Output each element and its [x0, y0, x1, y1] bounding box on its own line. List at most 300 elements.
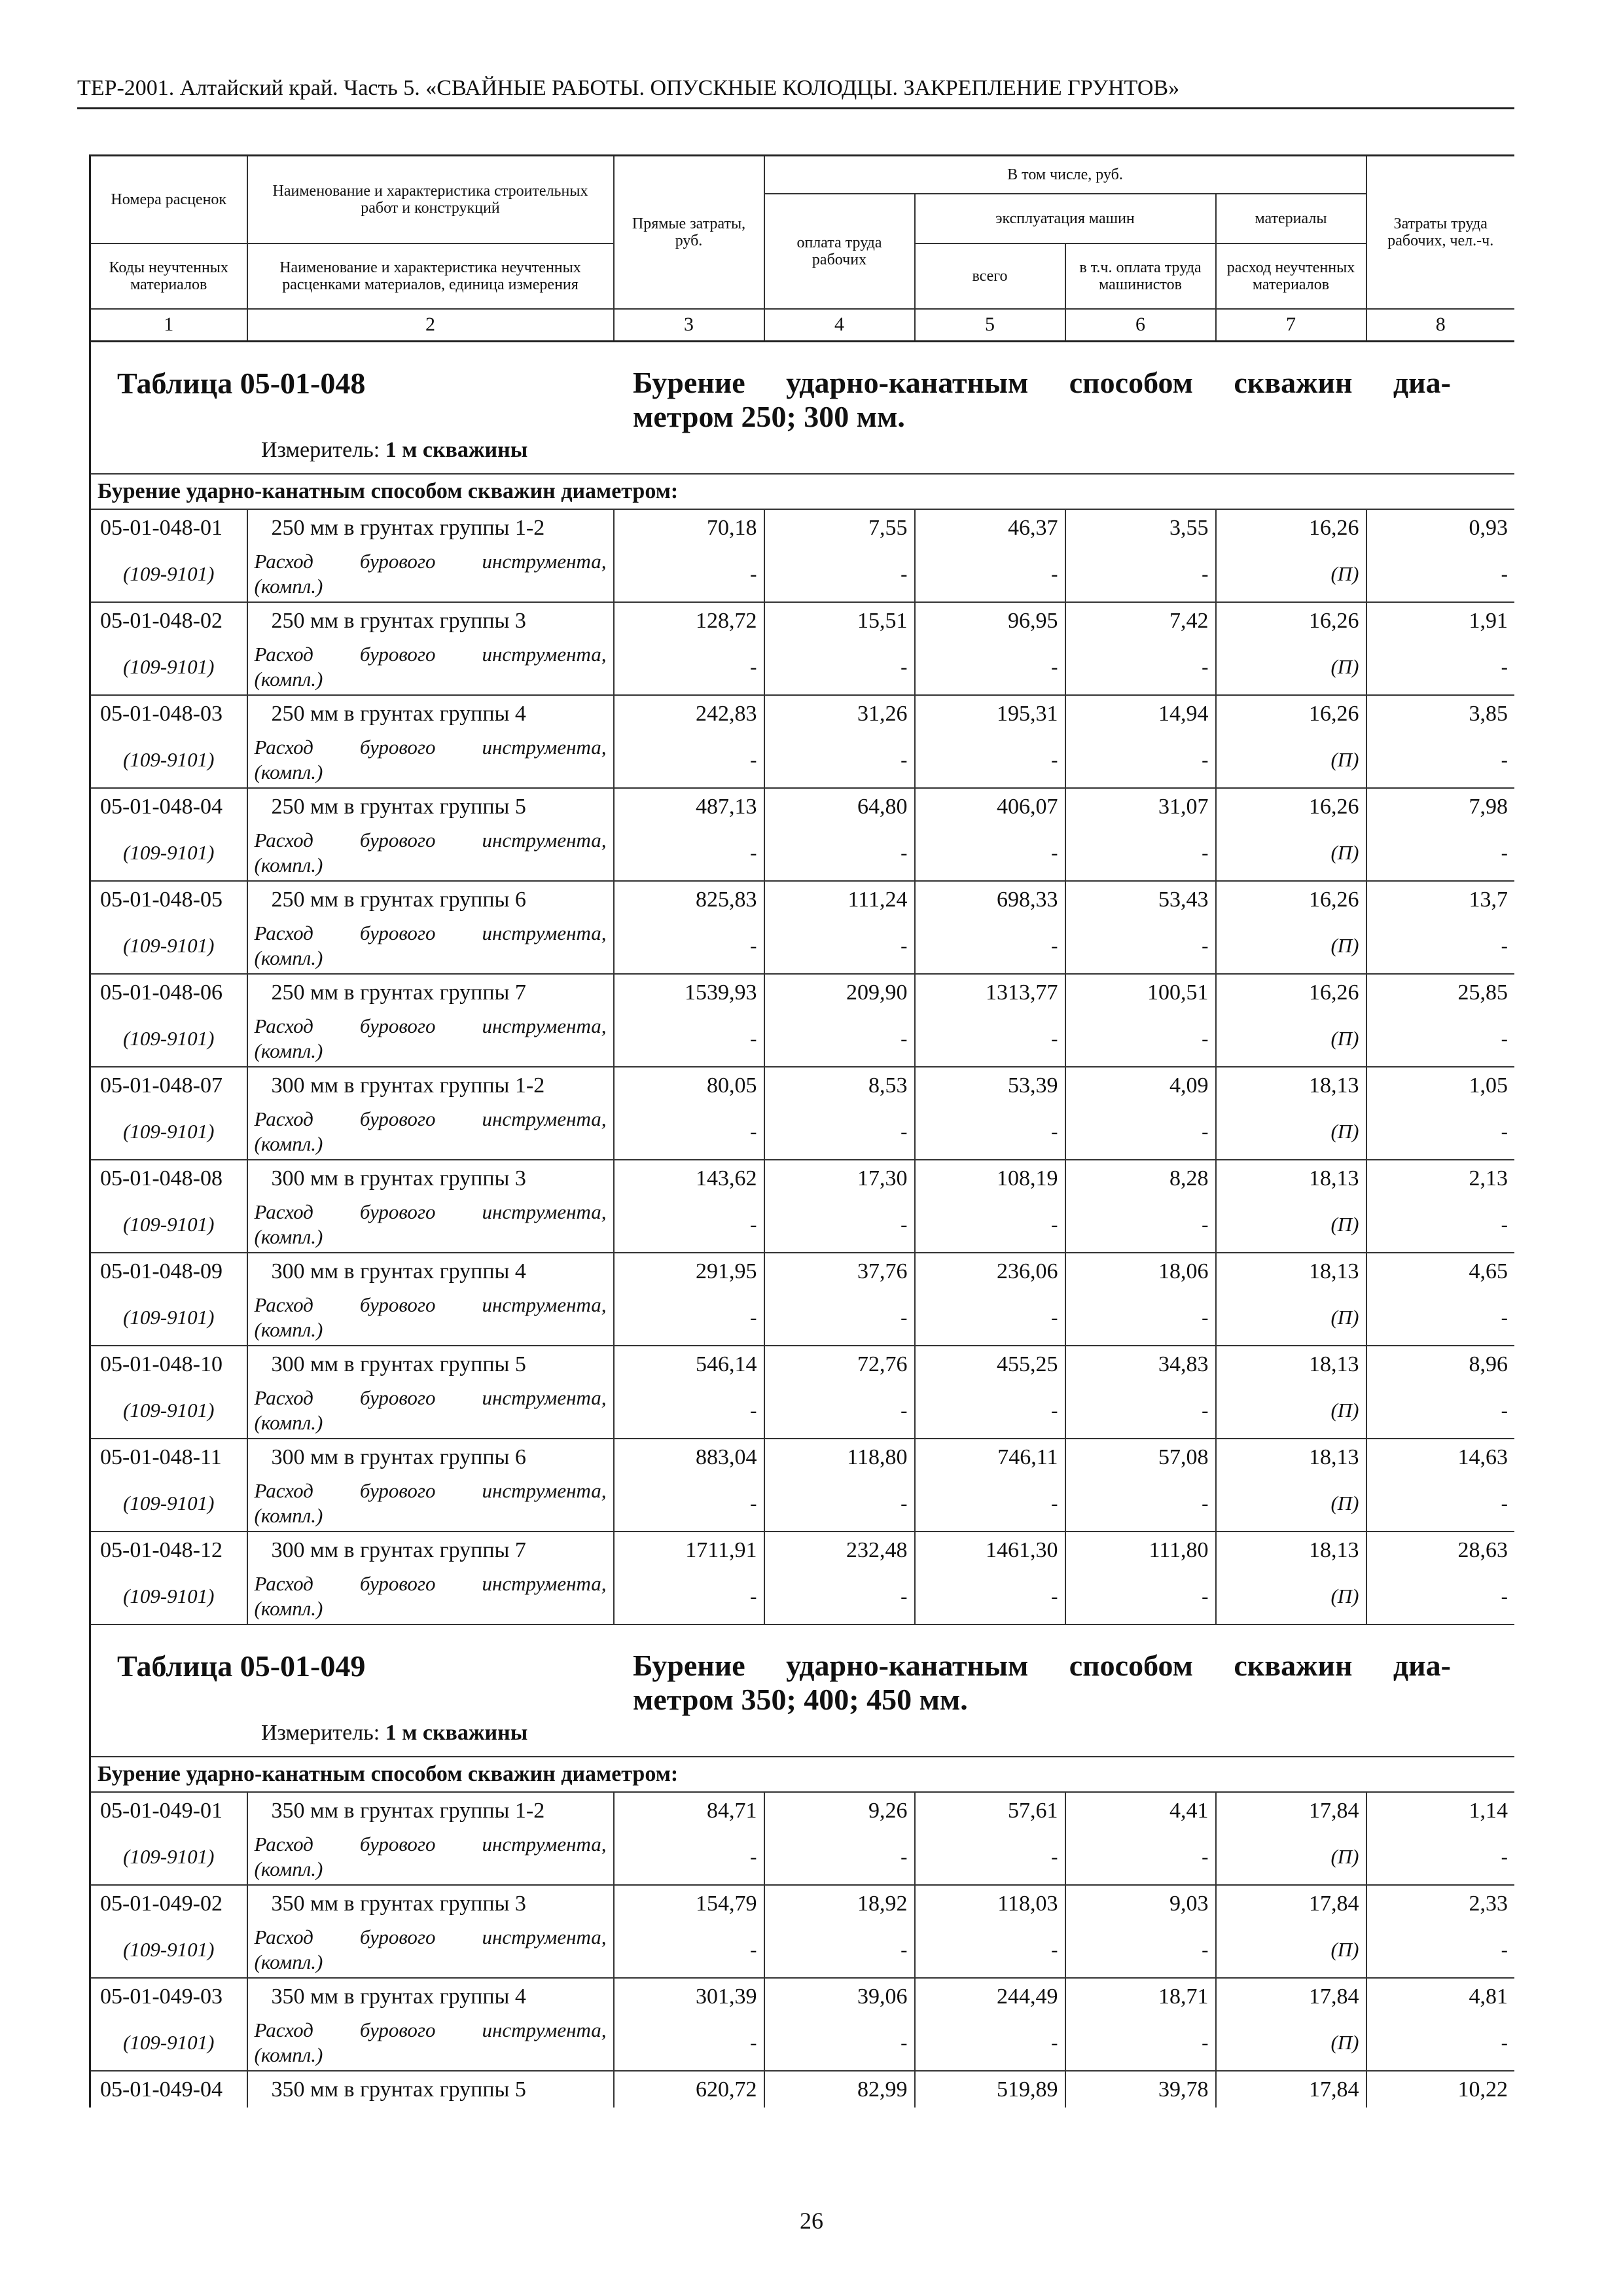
rate-code: 05-01-049-04 [90, 2071, 247, 2108]
dash-value: - [614, 825, 764, 881]
dash-value: - [915, 825, 1065, 881]
material-name [247, 1568, 614, 1624]
dash-value: - [764, 1011, 915, 1067]
dash-value: - [915, 732, 1065, 788]
work-name: 350 мм в грунтах группы 4 [247, 1978, 614, 2015]
work-name: 300 мм в грунтах группы 7 [247, 1532, 614, 1568]
table-row [90, 509, 1515, 546]
dash-value: - [915, 2015, 1065, 2071]
column-number: 5 [915, 309, 1065, 342]
machine-cost: 96,95 [915, 602, 1065, 639]
work-name: 250 мм в грунтах группы 7 [247, 974, 614, 1011]
table-title-block [90, 342, 1515, 475]
labor-cost: 15,51 [764, 602, 915, 639]
direct-cost: 1711,91 [614, 1532, 764, 1568]
dash-value: - [1065, 1568, 1216, 1624]
dash-value: - [1366, 1475, 1515, 1532]
dash-value: - [1366, 1289, 1515, 1346]
material-row [90, 1568, 1515, 1624]
column-number: 3 [614, 309, 764, 342]
labor-hours: 3,85 [1366, 695, 1515, 732]
header-materials-label: материалы [1216, 194, 1366, 243]
measure-value: 1 м скважины [385, 1721, 528, 1745]
direct-cost: 883,04 [614, 1439, 764, 1475]
dash-value: - [1065, 546, 1216, 602]
material-name [247, 2015, 614, 2071]
table-title-box [98, 1625, 1508, 1756]
materials-cost: 16,26 [1216, 788, 1366, 825]
header-col2-bottom: Наименование и характеристика неучтенных расценками материалов, единица измерения [247, 243, 614, 309]
machine-labor-cost: 8,28 [1065, 1160, 1216, 1196]
table-row [90, 974, 1515, 1011]
rate-code: 05-01-048-11 [90, 1439, 247, 1475]
labor-hours: 28,63 [1366, 1532, 1515, 1568]
machine-labor-cost: 39,78 [1065, 2071, 1216, 2108]
table-row [90, 788, 1515, 825]
material-name-line2: (компл.) [254, 667, 323, 691]
dash-value: - [764, 1475, 915, 1532]
labor-hours: 4,65 [1366, 1253, 1515, 1289]
labor-hours: 7,98 [1366, 788, 1515, 825]
table-row [90, 1439, 1515, 1475]
material-row [90, 1475, 1515, 1532]
dash-value: - [1366, 1829, 1515, 1885]
material-name [247, 1289, 614, 1346]
labor-hours: 25,85 [1366, 974, 1515, 1011]
dash-value: - [1065, 825, 1216, 881]
dash-value: - [1065, 1475, 1216, 1532]
dash-value: - [1366, 732, 1515, 788]
direct-cost: 242,83 [614, 695, 764, 732]
material-name-line1: Расход бурового инструмента, [254, 1571, 607, 1595]
dash-value: - [915, 1829, 1065, 1885]
table-row [90, 1792, 1515, 1829]
work-name: 300 мм в грунтах группы 5 [247, 1346, 614, 1382]
material-name-line2: (компл.) [254, 1318, 323, 1341]
dash-value: - [764, 546, 915, 602]
material-name-line1: Расход бурового инструмента, [254, 1386, 607, 1409]
machine-cost: 1461,30 [915, 1532, 1065, 1568]
material-row [90, 546, 1515, 602]
work-name: 250 мм в грунтах группы 1-2 [247, 509, 614, 546]
dash-value: - [614, 1196, 764, 1253]
dash-value: - [614, 1011, 764, 1067]
work-name: 350 мм в грунтах группы 3 [247, 1885, 614, 1922]
dash-value: - [614, 1568, 764, 1624]
material-unit: (П) [1216, 1475, 1366, 1532]
material-name [247, 546, 614, 602]
table-row [90, 1346, 1515, 1382]
dash-value: - [614, 1289, 764, 1346]
column-number: 6 [1065, 309, 1216, 342]
work-name: 300 мм в грунтах группы 3 [247, 1160, 614, 1196]
labor-hours: 14,63 [1366, 1439, 1515, 1475]
machine-cost: 519,89 [915, 2071, 1065, 2108]
labor-cost: 17,30 [764, 1160, 915, 1196]
table-row [90, 1160, 1515, 1196]
material-name-line1: Расход бурового инструмента, [254, 1107, 607, 1130]
table-name-line1: Бурение ударно-канатным способом скважин диа- [633, 1649, 1451, 1682]
material-name-line1: Расход бурового инструмента, [254, 642, 607, 666]
direct-cost: 70,18 [614, 509, 764, 546]
machine-labor-cost: 18,06 [1065, 1253, 1216, 1289]
machine-labor-cost: 111,80 [1065, 1532, 1216, 1568]
materials-cost: 18,13 [1216, 1346, 1366, 1382]
header-group-label: В том числе, руб. [764, 156, 1366, 194]
direct-cost: 154,79 [614, 1885, 764, 1922]
material-code: (109-9101) [90, 732, 247, 788]
dash-value: - [614, 1103, 764, 1160]
rate-code: 05-01-048-10 [90, 1346, 247, 1382]
material-name-line1: Расход бурового инструмента, [254, 1925, 607, 1948]
dash-value: - [1065, 1196, 1216, 1253]
header-col4: оплата труда рабочих [764, 194, 915, 309]
materials-cost: 18,13 [1216, 1160, 1366, 1196]
machine-labor-cost: 31,07 [1065, 788, 1216, 825]
dash-value: - [915, 1922, 1065, 1978]
labor-cost: 64,80 [764, 788, 915, 825]
table-name-line2: метром 250; 300 мм. [633, 400, 905, 433]
material-name-line2: (компл.) [254, 1596, 323, 1620]
direct-cost: 143,62 [614, 1160, 764, 1196]
material-name-line1: Расход бурового инструмента, [254, 735, 607, 759]
material-name-line2: (компл.) [254, 1225, 323, 1248]
dash-value: - [764, 1289, 915, 1346]
dash-value: - [614, 546, 764, 602]
machine-cost: 406,07 [915, 788, 1065, 825]
material-name-line2: (компл.) [254, 1039, 323, 1062]
material-unit: (П) [1216, 1568, 1366, 1624]
material-unit: (П) [1216, 1196, 1366, 1253]
rate-code: 05-01-048-09 [90, 1253, 247, 1289]
header-col2-top: Наименование и характеристика строительных работ и конструкций [247, 156, 614, 243]
rate-code: 05-01-048-05 [90, 881, 247, 918]
table-row [90, 1978, 1515, 2015]
material-code: (109-9101) [90, 546, 247, 602]
dash-value: - [764, 1196, 915, 1253]
machine-cost: 195,31 [915, 695, 1065, 732]
material-name [247, 1196, 614, 1253]
labor-cost: 37,76 [764, 1253, 915, 1289]
dash-value: - [1366, 1922, 1515, 1978]
machine-labor-cost: 4,41 [1065, 1792, 1216, 1829]
labor-hours: 4,81 [1366, 1978, 1515, 2015]
page-header: ТЕР-2001. Алтайский край. Часть 5. «СВАЙНЫЕ РАБОТЫ. ОПУСКНЫЕ КОЛОДЦЫ. ЗАКРЕПЛЕНИЕ ГРУНТОВ» [77, 73, 1514, 109]
table-title-box [98, 342, 1508, 473]
material-code: (109-9101) [90, 1382, 247, 1439]
table-row [90, 1067, 1515, 1103]
header-col8: Затраты труда рабочих, чел.-ч. [1366, 156, 1515, 309]
measure-value: 1 м скважины [385, 438, 528, 462]
machine-cost: 46,37 [915, 509, 1065, 546]
dash-value: - [764, 2015, 915, 2071]
labor-hours: 8,96 [1366, 1346, 1515, 1382]
table-row [90, 1532, 1515, 1568]
work-name: 350 мм в грунтах группы 5 [247, 2071, 614, 2108]
dash-value: - [1366, 825, 1515, 881]
material-row [90, 1196, 1515, 1253]
material-unit: (П) [1216, 825, 1366, 881]
work-name: 300 мм в грунтах группы 1-2 [247, 1067, 614, 1103]
rate-code: 05-01-048-08 [90, 1160, 247, 1196]
machine-cost: 698,33 [915, 881, 1065, 918]
dash-value: - [1366, 546, 1515, 602]
material-name [247, 1922, 614, 1978]
labor-hours: 1,91 [1366, 602, 1515, 639]
machine-labor-cost: 100,51 [1065, 974, 1216, 1011]
material-name-line2: (компл.) [254, 1132, 323, 1155]
column-number: 2 [247, 309, 614, 342]
material-code: (109-9101) [90, 1829, 247, 1885]
labor-cost: 39,06 [764, 1978, 915, 2015]
table-row [90, 1885, 1515, 1922]
labor-hours: 2,13 [1366, 1160, 1515, 1196]
dash-value: - [1065, 1011, 1216, 1067]
material-name-line2: (компл.) [254, 574, 323, 598]
machine-cost: 455,25 [915, 1346, 1065, 1382]
header-col1-top: Номера расценок [90, 156, 247, 243]
labor-hours: 10,22 [1366, 2071, 1515, 2108]
machine-labor-cost: 7,42 [1065, 602, 1216, 639]
material-name-line2: (компл.) [254, 946, 323, 969]
dash-value: - [915, 1382, 1065, 1439]
table-name-line2: метром 350; 400; 450 мм. [633, 1683, 968, 1716]
dash-value: - [1065, 1829, 1216, 1885]
material-row [90, 1011, 1515, 1067]
table-row [90, 2071, 1515, 2108]
material-name [247, 639, 614, 695]
materials-cost: 16,26 [1216, 974, 1366, 1011]
dash-value: - [614, 1475, 764, 1532]
machine-labor-cost: 18,71 [1065, 1978, 1216, 2015]
dash-value: - [915, 1011, 1065, 1067]
materials-cost: 17,84 [1216, 2071, 1366, 2108]
dash-value: - [1065, 1382, 1216, 1439]
table-row [90, 1253, 1515, 1289]
section-row [90, 474, 1515, 509]
material-unit: (П) [1216, 1922, 1366, 1978]
rate-code: 05-01-048-12 [90, 1532, 247, 1568]
material-code: (109-9101) [90, 1289, 247, 1346]
dash-value: - [915, 1103, 1065, 1160]
material-row [90, 2015, 1515, 2071]
dash-value: - [614, 1922, 764, 1978]
column-number: 8 [1366, 309, 1515, 342]
labor-hours: 1,05 [1366, 1067, 1515, 1103]
dash-value: - [1065, 918, 1216, 974]
materials-cost: 18,13 [1216, 1067, 1366, 1103]
direct-cost: 128,72 [614, 602, 764, 639]
rate-code: 05-01-048-04 [90, 788, 247, 825]
labor-cost: 232,48 [764, 1532, 915, 1568]
material-code: (109-9101) [90, 639, 247, 695]
work-name: 300 мм в грунтах группы 6 [247, 1439, 614, 1475]
machine-cost: 244,49 [915, 1978, 1065, 2015]
work-name: 250 мм в грунтах группы 6 [247, 881, 614, 918]
table-number: Таблица 05-01-048 [117, 367, 366, 400]
material-row [90, 918, 1515, 974]
material-code: (109-9101) [90, 1475, 247, 1532]
material-code: (109-9101) [90, 918, 247, 974]
header-col7: расход неучтенных материалов [1216, 243, 1366, 309]
material-row [90, 732, 1515, 788]
dash-value: - [1065, 732, 1216, 788]
material-unit: (П) [1216, 1382, 1366, 1439]
material-name-line1: Расход бурового инструмента, [254, 1479, 607, 1502]
column-number: 7 [1216, 309, 1366, 342]
material-name-line2: (компл.) [254, 853, 323, 876]
section-label: Бурение ударно-канатным способом скважин диаметром: [90, 474, 1515, 509]
machine-labor-cost: 3,55 [1065, 509, 1216, 546]
material-name-line1: Расход бурового инструмента, [254, 828, 607, 852]
direct-cost: 301,39 [614, 1978, 764, 2015]
header-col1-bottom: Коды неучтенных материалов [90, 243, 247, 309]
dash-value: - [764, 732, 915, 788]
labor-hours: 0,93 [1366, 509, 1515, 546]
material-row [90, 639, 1515, 695]
direct-cost: 291,95 [614, 1253, 764, 1289]
measure-label: Измеритель: [261, 1721, 380, 1745]
dash-value: - [764, 825, 915, 881]
direct-cost: 84,71 [614, 1792, 764, 1829]
section-label: Бурение ударно-канатным способом скважин диаметром: [90, 1757, 1515, 1792]
materials-cost: 18,13 [1216, 1532, 1366, 1568]
direct-cost: 825,83 [614, 881, 764, 918]
header-col3: Прямые затраты, руб. [614, 156, 764, 309]
dash-value: - [1366, 1568, 1515, 1624]
material-unit: (П) [1216, 1289, 1366, 1346]
material-row [90, 1289, 1515, 1346]
rate-code: 05-01-048-07 [90, 1067, 247, 1103]
material-unit: (П) [1216, 1103, 1366, 1160]
machine-labor-cost: 57,08 [1065, 1439, 1216, 1475]
material-name-line2: (компл.) [254, 1503, 323, 1527]
machine-cost: 118,03 [915, 1885, 1065, 1922]
dash-value: - [764, 1103, 915, 1160]
materials-cost: 16,26 [1216, 695, 1366, 732]
dash-value: - [915, 1475, 1065, 1532]
material-name-line2: (компл.) [254, 2043, 323, 2066]
header-machines-label: эксплуатация машин [915, 194, 1216, 243]
material-row [90, 1922, 1515, 1978]
material-code: (109-9101) [90, 1196, 247, 1253]
measure-label: Измеритель: [261, 438, 380, 462]
material-name-line1: Расход бурового инструмента, [254, 1200, 607, 1223]
labor-cost: 118,80 [764, 1439, 915, 1475]
dash-value: - [915, 1568, 1065, 1624]
dash-value: - [915, 1196, 1065, 1253]
material-name [247, 918, 614, 974]
material-unit: (П) [1216, 918, 1366, 974]
material-code: (109-9101) [90, 1011, 247, 1067]
dash-value: - [1065, 1289, 1216, 1346]
work-name: 350 мм в грунтах группы 1-2 [247, 1792, 614, 1829]
machine-cost: 108,19 [915, 1160, 1065, 1196]
material-name-line1: Расход бурового инструмента, [254, 921, 607, 944]
rate-code: 05-01-049-02 [90, 1885, 247, 1922]
materials-cost: 17,84 [1216, 1885, 1366, 1922]
material-unit: (П) [1216, 1011, 1366, 1067]
direct-cost: 80,05 [614, 1067, 764, 1103]
material-name-line1: Расход бурового инструмента, [254, 2018, 607, 2041]
material-row [90, 1382, 1515, 1439]
work-name: 300 мм в грунтах группы 4 [247, 1253, 614, 1289]
dash-value: - [764, 1382, 915, 1439]
table-title-row [90, 1624, 1515, 1757]
labor-cost: 8,53 [764, 1067, 915, 1103]
rate-code: 05-01-048-01 [90, 509, 247, 546]
labor-cost: 18,92 [764, 1885, 915, 1922]
dash-value: - [614, 1382, 764, 1439]
dash-value: - [614, 2015, 764, 2071]
rate-code: 05-01-049-03 [90, 1978, 247, 2015]
table-title-row [90, 342, 1515, 475]
rate-code: 05-01-049-01 [90, 1792, 247, 1829]
dash-value: - [1366, 2015, 1515, 2071]
material-name [247, 732, 614, 788]
labor-cost: 9,26 [764, 1792, 915, 1829]
dash-value: - [764, 1568, 915, 1624]
direct-cost: 546,14 [614, 1346, 764, 1382]
labor-cost: 31,26 [764, 695, 915, 732]
dash-value: - [764, 918, 915, 974]
dash-value: - [1065, 639, 1216, 695]
dash-value: - [764, 639, 915, 695]
labor-cost: 111,24 [764, 881, 915, 918]
material-name-line2: (компл.) [254, 1857, 323, 1880]
material-code: (109-9101) [90, 1568, 247, 1624]
material-row [90, 1103, 1515, 1160]
material-code: (109-9101) [90, 825, 247, 881]
material-name-line2: (компл.) [254, 1950, 323, 1973]
rate-code: 05-01-048-06 [90, 974, 247, 1011]
column-number: 1 [90, 309, 247, 342]
column-number: 4 [764, 309, 915, 342]
labor-hours: 1,14 [1366, 1792, 1515, 1829]
materials-cost: 17,84 [1216, 1792, 1366, 1829]
material-unit: (П) [1216, 639, 1366, 695]
machine-labor-cost: 34,83 [1065, 1346, 1216, 1382]
dash-value: - [1366, 1011, 1515, 1067]
labor-hours: 13,7 [1366, 881, 1515, 918]
material-name-line1: Расход бурового инструмента, [254, 1832, 607, 1856]
machine-cost: 236,06 [915, 1253, 1065, 1289]
material-unit: (П) [1216, 1829, 1366, 1885]
labor-cost: 7,55 [764, 509, 915, 546]
labor-cost: 209,90 [764, 974, 915, 1011]
work-name: 250 мм в грунтах группы 4 [247, 695, 614, 732]
measure-unit [261, 1721, 527, 1746]
dash-value: - [614, 918, 764, 974]
labor-cost: 72,76 [764, 1346, 915, 1382]
direct-cost: 1539,93 [614, 974, 764, 1011]
material-row [90, 825, 1515, 881]
materials-cost: 16,26 [1216, 602, 1366, 639]
measure-unit [261, 438, 527, 463]
header-col6: в т.ч. оплата труда машинистов [1065, 243, 1216, 309]
dash-value: - [614, 1829, 764, 1885]
machine-labor-cost: 14,94 [1065, 695, 1216, 732]
table-number: Таблица 05-01-049 [117, 1649, 366, 1683]
page-number: 26 [800, 2208, 823, 2234]
machine-cost: 746,11 [915, 1439, 1065, 1475]
material-name [247, 1382, 614, 1439]
material-name [247, 1011, 614, 1067]
material-name-line2: (компл.) [254, 760, 323, 783]
dash-value: - [1065, 1922, 1216, 1978]
material-name-line1: Расход бурового инструмента, [254, 1014, 607, 1037]
work-name: 250 мм в грунтах группы 3 [247, 602, 614, 639]
